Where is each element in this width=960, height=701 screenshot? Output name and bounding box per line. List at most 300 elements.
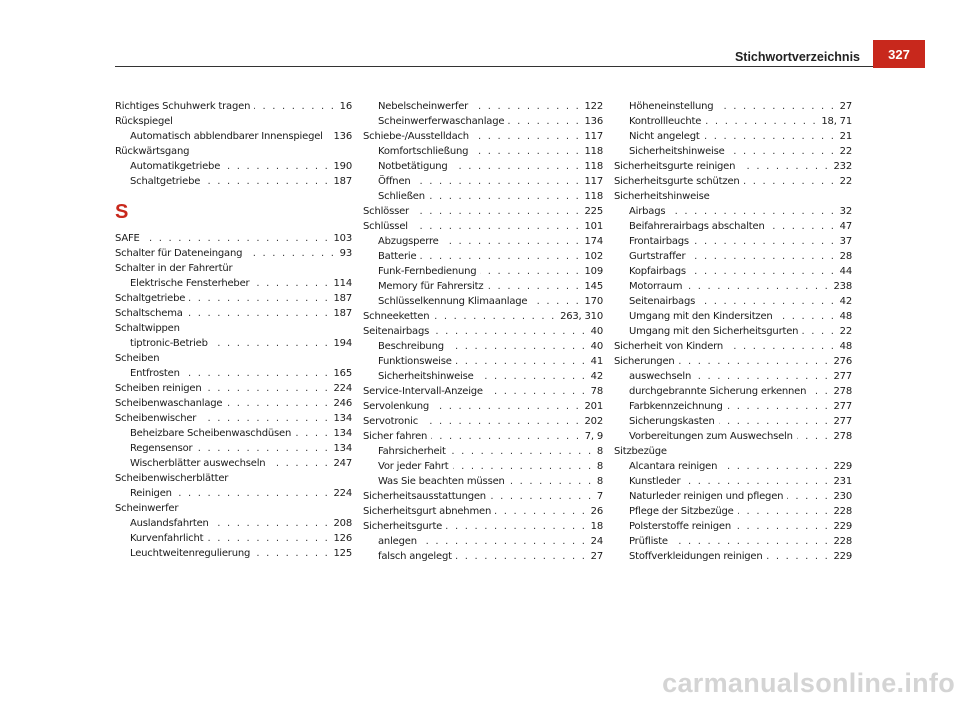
dot-leader <box>797 429 830 444</box>
entry-label: Scheinwerfer <box>115 503 179 514</box>
index-subentry <box>614 129 852 144</box>
entry-page-ref: 18, 71 <box>821 116 852 127</box>
index-entry <box>363 504 603 519</box>
entry-label: Gurtstraffer <box>629 251 686 262</box>
entry-page-ref: 277 <box>833 371 852 382</box>
entry-label: Notbetätigung <box>378 161 448 172</box>
entry-label: Sicher fahren <box>363 431 428 442</box>
index-subentry <box>614 294 852 309</box>
entry-label: Scheibenwischerblätter <box>115 473 229 484</box>
dot-leader <box>699 294 836 309</box>
dot-leader <box>472 99 580 114</box>
index-subentry <box>363 339 603 354</box>
entry-label: Entfrosten <box>130 368 180 379</box>
entry-label: Wischerblätter auswechseln <box>130 458 266 469</box>
index-subentry <box>614 414 852 429</box>
entry-label: Sicherungen <box>614 356 675 367</box>
dot-leader <box>189 291 329 306</box>
entry-label: Schlüsselkennung Klimaanlage <box>378 296 528 307</box>
entry-label: Beschreibung <box>378 341 444 352</box>
entry-label: Umgang mit den Kindersitzen <box>629 311 773 322</box>
index-subentry <box>363 234 603 249</box>
entry-page-ref: 134 <box>333 443 352 454</box>
entry-label: Servolenkung <box>363 401 430 412</box>
index-entry <box>115 231 352 246</box>
entry-label: Abzugsperre <box>378 236 439 247</box>
entry-label: Scheiben reinigen <box>115 383 202 394</box>
index-subentry <box>614 249 852 264</box>
entry-label: Schaltgetriebe <box>115 293 186 304</box>
entry-label: Sicherheit von Kindern <box>614 341 724 352</box>
dot-leader <box>686 279 829 294</box>
dot-leader <box>206 381 330 396</box>
entry-page-ref: 118 <box>584 146 603 157</box>
index-subentry <box>363 294 603 309</box>
index-subentry <box>614 429 852 444</box>
dot-leader <box>480 264 580 279</box>
section-letter: S <box>115 201 129 223</box>
index-subentry <box>115 276 352 291</box>
dot-leader <box>719 414 830 429</box>
dot-leader <box>446 519 587 534</box>
entry-page-ref: 136 <box>584 116 603 127</box>
index-entry <box>115 501 352 516</box>
entry-label: Sicherungskasten <box>629 416 715 427</box>
index-entry <box>614 174 852 189</box>
dot-leader <box>431 429 581 444</box>
index-subentry <box>614 279 852 294</box>
entry-page-ref: 27 <box>590 551 603 562</box>
index-entry <box>363 309 603 324</box>
index-subentry <box>614 144 852 159</box>
dot-leader <box>412 219 581 234</box>
dot-leader <box>509 474 593 489</box>
entry-page-ref: 8 <box>596 461 603 472</box>
index-entry <box>363 204 603 219</box>
index-subentry <box>363 159 603 174</box>
index-entry <box>115 471 352 486</box>
entry-page-ref: 8 <box>596 446 603 457</box>
index-entry <box>614 159 852 174</box>
entry-page-ref: 224 <box>333 488 352 499</box>
index-entry <box>363 129 603 144</box>
entry-label: Servotronic <box>363 416 418 427</box>
index-entry <box>115 306 352 321</box>
entry-label: Schiebe-/Ausstelldach <box>363 131 469 142</box>
entry-page-ref: 187 <box>333 308 352 319</box>
dot-leader <box>415 174 581 189</box>
index-subentry <box>614 309 852 324</box>
entry-page-ref: 78 <box>590 386 603 397</box>
dot-leader <box>721 459 829 474</box>
dot-leader <box>176 486 330 501</box>
index-entry <box>363 324 603 339</box>
entry-label: Schalter für Dateneingang <box>115 248 243 259</box>
entry-label: tiptronic-Betrieb <box>130 338 208 349</box>
dot-leader <box>452 159 581 174</box>
index-group <box>614 99 852 564</box>
entry-page-ref: 136 <box>333 131 352 142</box>
entry-label: Kunstleder <box>629 476 681 487</box>
entry-label: Vorbereitungen zum Auswechseln <box>629 431 793 442</box>
index-subentry <box>363 459 603 474</box>
dot-leader <box>184 366 330 381</box>
entry-page-ref: 190 <box>333 161 352 172</box>
entry-page-ref: 232 <box>833 161 852 172</box>
entry-label: Sicherheitshinweise <box>378 371 474 382</box>
index-entry <box>614 444 852 459</box>
dot-leader <box>187 306 330 321</box>
entry-page-ref: 224 <box>333 383 352 394</box>
index-subentry <box>614 99 852 114</box>
entry-label: Sicherheitsgurt abnehmen <box>363 506 492 517</box>
dot-leader <box>717 99 835 114</box>
header-divider <box>115 66 873 67</box>
entry-page-ref: 118 <box>584 191 603 202</box>
dot-leader <box>448 339 587 354</box>
dot-leader <box>767 549 830 564</box>
entry-label: Elektrische Fensterheber <box>130 278 250 289</box>
entry-page-ref: 40 <box>590 341 603 352</box>
dot-leader <box>472 144 580 159</box>
dot-leader <box>443 234 581 249</box>
entry-page-ref: 165 <box>333 368 352 379</box>
entry-label: Prüfliste <box>629 536 668 547</box>
entry-label: Schaltschema <box>115 308 183 319</box>
entry-page-ref: 202 <box>584 416 603 427</box>
index-subentry <box>614 504 852 519</box>
index-entry <box>115 246 352 261</box>
entry-page-ref: 125 <box>333 548 352 559</box>
index-subentry <box>363 549 603 564</box>
entry-label: Schlüssel <box>363 221 408 232</box>
index-entry <box>363 414 603 429</box>
dot-leader <box>269 456 329 471</box>
entry-label: Sicherheitsgurte reinigen <box>614 161 736 172</box>
entry-label: Pflege der Sitzbezüge <box>629 506 734 517</box>
index-subentry <box>614 459 852 474</box>
index-group <box>363 99 603 564</box>
entry-label: Memory für Fahrersitz <box>378 281 484 292</box>
dot-leader <box>456 354 587 369</box>
entry-label: Schneeketten <box>363 311 430 322</box>
entry-page-ref: 231 <box>833 476 852 487</box>
entry-label: Service-Intervall-Anzeige <box>363 386 483 397</box>
dot-leader <box>693 234 836 249</box>
index-subentry <box>614 549 852 564</box>
dot-leader <box>450 444 593 459</box>
dot-leader <box>433 399 580 414</box>
entry-page-ref: 228 <box>833 536 852 547</box>
index-subentry <box>614 519 852 534</box>
entry-label: Scheibenwischer <box>115 413 197 424</box>
dot-leader <box>422 414 581 429</box>
entry-label: Schalter in der Fahrertür <box>115 263 233 274</box>
entry-page-ref: 47 <box>839 221 852 232</box>
entry-page-ref: 134 <box>333 413 352 424</box>
index-column-3 <box>614 99 852 564</box>
index-subentry <box>115 426 352 441</box>
index-subentry <box>363 354 603 369</box>
index-subentry <box>363 114 603 129</box>
entry-page-ref: 102 <box>584 251 603 262</box>
dot-leader <box>810 384 829 399</box>
entry-label: Stoffverkleidungen reinigen <box>629 551 763 562</box>
entry-label: Höheneinstellung <box>629 101 714 112</box>
entry-label: Scheiben <box>115 353 160 364</box>
index-subentry <box>363 474 603 489</box>
index-entry <box>363 429 603 444</box>
dot-leader <box>531 294 580 309</box>
entry-label: Kontrollleuchte <box>629 116 702 127</box>
dot-leader <box>421 534 587 549</box>
entry-label: Kopfairbags <box>629 266 686 277</box>
entry-page-ref: 93 <box>339 248 352 259</box>
entry-label: Umgang mit den Sicherheitsgurten <box>629 326 799 337</box>
entry-page-ref: 117 <box>584 131 603 142</box>
index-subentry <box>614 234 852 249</box>
index-entry <box>115 411 352 426</box>
entry-label: Sicherheitsgurte <box>363 521 443 532</box>
index-subentry <box>115 516 352 531</box>
index-entry <box>363 519 603 534</box>
entry-label: Funk-Fernbedienung <box>378 266 477 277</box>
index-entry <box>115 351 352 366</box>
dot-leader <box>413 204 581 219</box>
entry-label: Scheibenwaschanlage <box>115 398 223 409</box>
entry-label: Polsterstoffe reinigen <box>629 521 731 532</box>
entry-label: Schließen <box>378 191 425 202</box>
entry-page-ref: 174 <box>584 236 603 247</box>
dot-leader <box>684 474 829 489</box>
index-entry <box>115 291 352 306</box>
dot-leader <box>246 246 335 261</box>
entry-page-ref: 101 <box>584 221 603 232</box>
index-entry <box>115 381 352 396</box>
entry-label: Seitenairbags <box>363 326 430 337</box>
entry-label: falsch angelegt <box>378 551 452 562</box>
entry-page-ref: 44 <box>839 266 852 277</box>
index-subentry <box>363 99 603 114</box>
entry-label: Funktionsweise <box>378 356 452 367</box>
dot-leader <box>487 279 580 294</box>
entry-page-ref: 32 <box>839 206 852 217</box>
dot-leader <box>456 549 587 564</box>
entry-label: Sicherheitsausstattungen <box>363 491 486 502</box>
dot-leader <box>200 411 329 426</box>
entry-page-ref: 28 <box>839 251 852 262</box>
entry-page-ref: 247 <box>333 458 352 469</box>
dot-leader <box>327 129 330 144</box>
dot-leader <box>226 396 329 411</box>
index-subentry <box>614 489 852 504</box>
dot-leader <box>769 219 836 234</box>
index-subentry <box>115 174 352 189</box>
dot-leader <box>224 159 329 174</box>
index-entry <box>363 384 603 399</box>
index-subentry <box>614 324 852 339</box>
dot-leader <box>729 144 836 159</box>
index-entry <box>363 219 603 234</box>
index-subentry <box>363 534 603 549</box>
dot-leader <box>487 384 587 399</box>
index-subentry <box>363 249 603 264</box>
entry-label: Frontairbags <box>629 236 689 247</box>
index-entry <box>115 321 352 336</box>
entry-page-ref: 278 <box>833 386 852 397</box>
entry-label: anlegen <box>378 536 417 547</box>
dot-leader <box>429 189 581 204</box>
entry-page-ref: 230 <box>833 491 852 502</box>
entry-page-ref: 7, 9 <box>584 431 603 442</box>
entry-page-ref: 276 <box>833 356 852 367</box>
dot-leader <box>787 489 829 504</box>
index-subentry <box>363 279 603 294</box>
entry-page-ref: 201 <box>584 401 603 412</box>
entry-page-ref: 16 <box>339 101 352 112</box>
index-subentry <box>363 369 603 384</box>
dot-leader <box>739 159 829 174</box>
entry-label: Regensensor <box>130 443 193 454</box>
index-column-2 <box>363 99 603 564</box>
dot-leader <box>679 354 830 369</box>
entry-label: Kurvenfahrlicht <box>130 533 204 544</box>
entry-label: Motorraum <box>629 281 683 292</box>
dot-leader <box>254 99 335 114</box>
entry-page-ref: 208 <box>333 518 352 529</box>
entry-page-ref: 145 <box>584 281 603 292</box>
index-subentry <box>614 384 852 399</box>
page-header-title: Stichwortverzeichnis <box>734 50 860 64</box>
entry-label: Richtiges Schuhwerk tragen <box>115 101 251 112</box>
entry-page-ref: 7 <box>596 491 603 502</box>
entry-label: Was Sie beachten müssen <box>378 476 505 487</box>
entry-page-ref: 278 <box>833 431 852 442</box>
entry-page-ref: 122 <box>584 101 603 112</box>
dot-leader <box>433 324 587 339</box>
entry-label: durchgebrannte Sicherung erkennen <box>629 386 807 397</box>
entry-page-ref: 228 <box>833 506 852 517</box>
index-subentry <box>614 399 852 414</box>
dot-leader <box>196 441 329 456</box>
index-subentry <box>614 114 852 129</box>
entry-page-ref: 225 <box>584 206 603 217</box>
index-subentry <box>115 531 352 546</box>
entry-page-ref: 263, 310 <box>560 311 603 322</box>
dot-leader <box>704 129 836 144</box>
index-column-1 <box>115 99 352 561</box>
entry-label: Schlösser <box>363 206 409 217</box>
entry-label: Nebelscheinwerfer <box>378 101 469 112</box>
entry-label: Auslandsfahrten <box>130 518 209 529</box>
entry-page-ref: 229 <box>833 551 852 562</box>
entry-label: Naturleder reinigen und pflegen <box>629 491 784 502</box>
index-subentry <box>614 264 852 279</box>
index-entry <box>115 396 352 411</box>
entry-page-ref: 114 <box>333 278 352 289</box>
dot-leader <box>204 174 329 189</box>
dot-leader <box>490 489 593 504</box>
page-number-tab: 327 <box>873 40 925 68</box>
index-entry <box>115 99 352 114</box>
entry-label: Sicherheitsgurte schützen <box>614 176 740 187</box>
entry-page-ref: 170 <box>584 296 603 307</box>
header-accent-divider <box>873 66 925 68</box>
index-subentry <box>115 336 352 351</box>
index-subentry <box>363 444 603 459</box>
entry-label: Sitzbezüge <box>614 446 667 457</box>
entry-page-ref: 22 <box>839 146 852 157</box>
entry-label: Batterie <box>378 251 417 262</box>
index-subentry <box>115 441 352 456</box>
index-group-s <box>115 231 352 561</box>
index-subentry <box>614 534 852 549</box>
dot-leader <box>689 249 835 264</box>
entry-page-ref: 48 <box>839 341 852 352</box>
entry-label: Vor jeder Fahrt <box>378 461 449 472</box>
dot-leader <box>735 519 830 534</box>
entry-page-ref: 37 <box>839 236 852 247</box>
entry-label: Schaltgetriebe <box>130 176 201 187</box>
entry-label: Rückwärtsgang <box>115 146 190 157</box>
index-subentry <box>614 219 852 234</box>
dot-leader <box>420 249 580 264</box>
entry-page-ref: 118 <box>584 161 603 172</box>
index-subentry <box>363 144 603 159</box>
index-subentry <box>115 456 352 471</box>
entry-label: Sicherheitshinweise <box>629 146 725 157</box>
entry-page-ref: 42 <box>590 371 603 382</box>
index-subentry <box>614 204 852 219</box>
dot-leader <box>453 459 593 474</box>
entry-page-ref: 194 <box>333 338 352 349</box>
dot-leader <box>207 531 329 546</box>
dot-leader <box>690 264 836 279</box>
entry-page-ref: 134 <box>333 428 352 439</box>
entry-label: Leuchtweitenregulierung <box>130 548 251 559</box>
dot-leader <box>508 114 580 129</box>
entry-label: Automatisch abblendbarer Innenspiegel <box>130 131 323 142</box>
entry-label: Fahrsicherheit <box>378 446 446 457</box>
index-subentry <box>115 546 352 561</box>
index-subentry <box>614 474 852 489</box>
entry-page-ref: 40 <box>590 326 603 337</box>
entry-page-ref: 26 <box>590 506 603 517</box>
entry-page-ref: 27 <box>839 101 852 112</box>
entry-label: SAFE <box>115 233 140 244</box>
dot-leader <box>212 336 330 351</box>
entry-label: Alcantara reinigen <box>629 461 718 472</box>
index-entry <box>363 399 603 414</box>
entry-page-ref: 48 <box>839 311 852 322</box>
entry-page-ref: 187 <box>333 293 352 304</box>
entry-page-ref: 117 <box>584 176 603 187</box>
dot-leader <box>473 129 581 144</box>
index-subentry <box>363 189 603 204</box>
entry-page-ref: 246 <box>333 398 352 409</box>
entry-page-ref: 238 <box>833 281 852 292</box>
index-subentry <box>115 486 352 501</box>
entry-label: Seitenairbags <box>629 296 696 307</box>
index-subentry <box>115 366 352 381</box>
entry-label: Schaltwippen <box>115 323 180 334</box>
dot-leader <box>727 339 836 354</box>
dot-leader <box>672 534 830 549</box>
entry-label: Rückspiegel <box>115 116 173 127</box>
dot-leader <box>253 276 329 291</box>
entry-page-ref: 22 <box>839 176 852 187</box>
index-subentry <box>115 159 352 174</box>
